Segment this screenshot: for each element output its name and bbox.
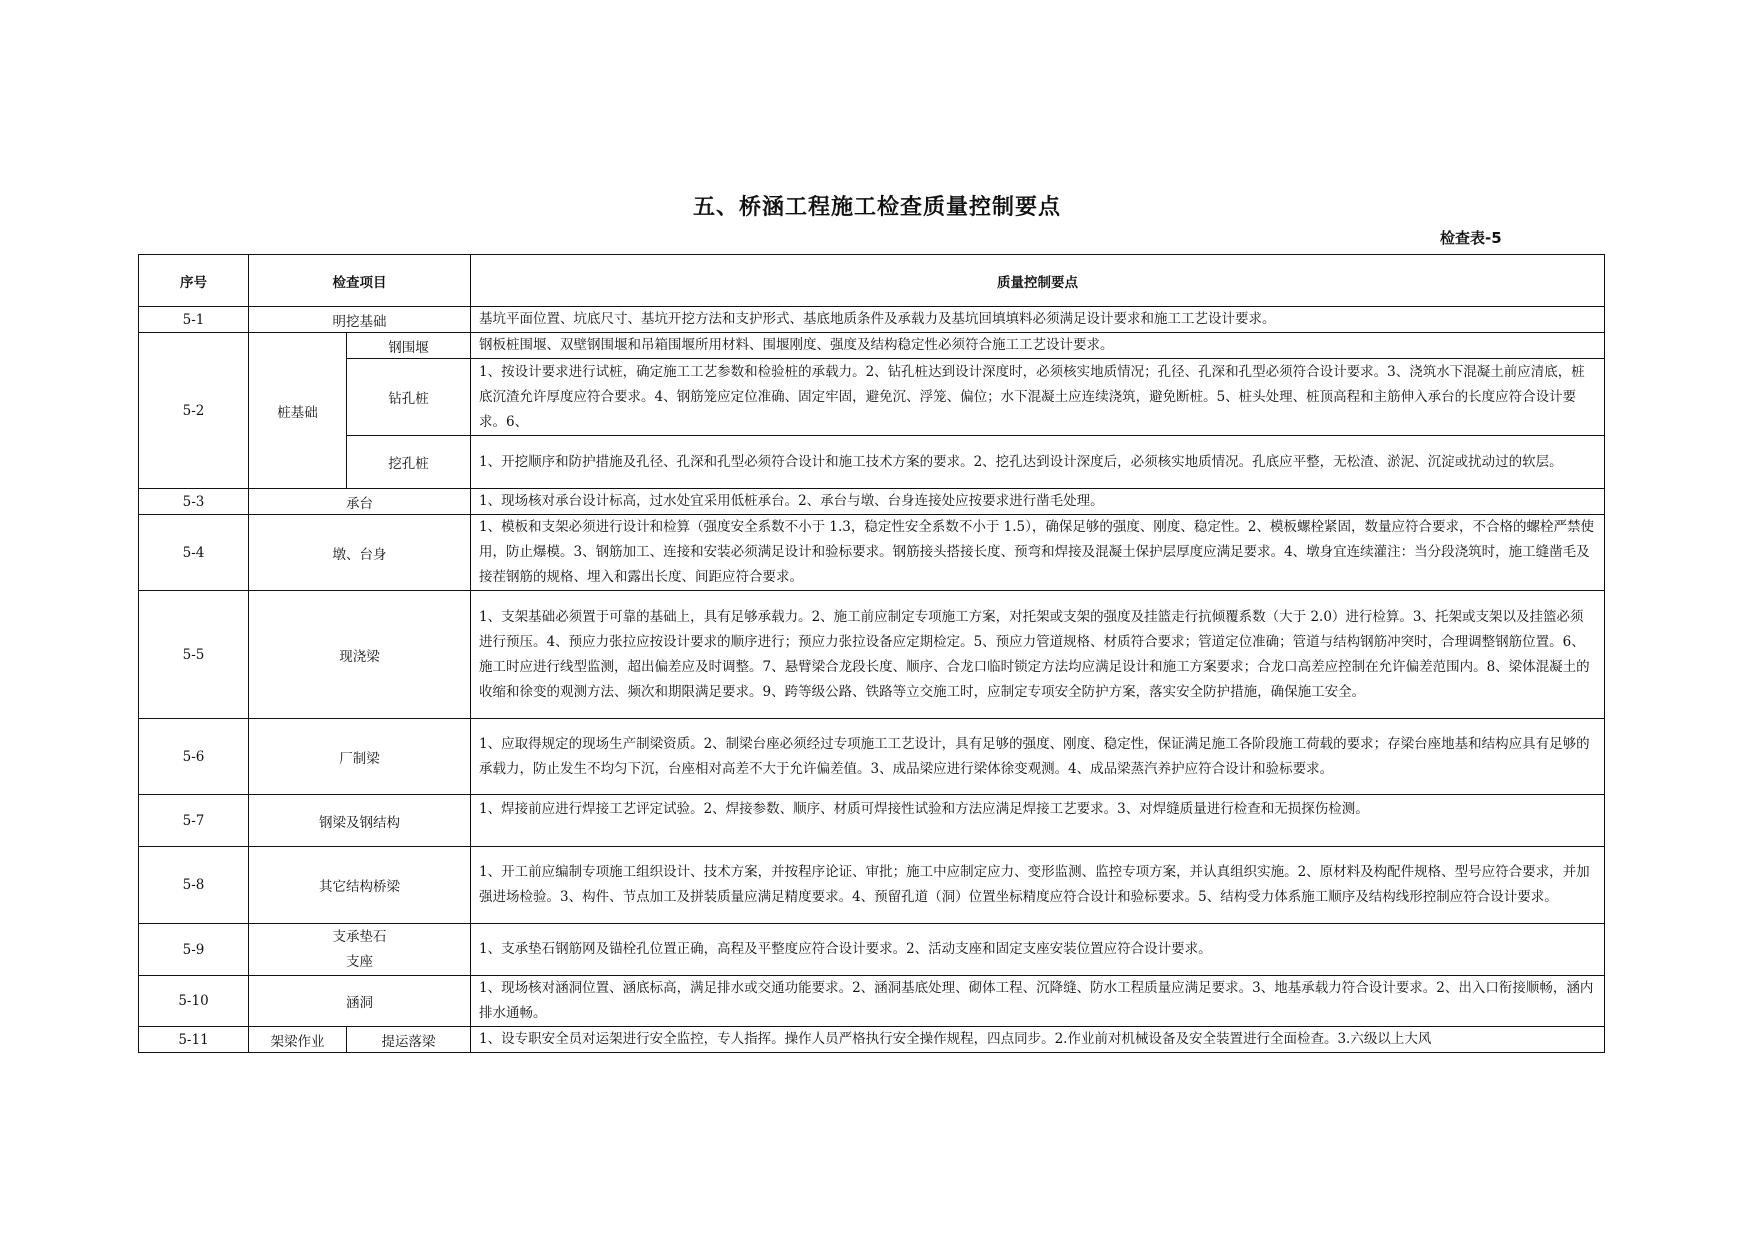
row-item: 现浇梁 bbox=[249, 591, 471, 719]
row-points: 1、开挖顺序和防护措施及孔径、孔深和孔型必须符合设计和施工技术方案的要求。2、挖孔达到设计深度后，必须核实地质情况。孔底应平整，无松渣、淤泥、沉淀或扰动过的软层。 bbox=[471, 436, 1605, 489]
row-seq: 5-6 bbox=[139, 719, 249, 795]
row-item: 桩基础 bbox=[249, 333, 347, 489]
row-points: 1、现场核对涵洞位置、涵底标高，满足排水或交通功能要求。2、涵洞基底处理、砌体工程、沉降缝、防水工程质量应满足要求。3、地基承载力符合设计要求。2、出入口衔接顺畅，涵内排水通畅。 bbox=[471, 976, 1605, 1027]
row-points: 1、设专职安全员对运架进行安全监控，专人指挥。操作人员严格执行安全操作规程，四点同步。2.作业前对机械设备及安全装置进行全面检查。3.六级以上大风 bbox=[471, 1027, 1605, 1053]
header-seq: 序号 bbox=[139, 255, 249, 307]
table-header-row bbox=[139, 255, 1605, 307]
table-row bbox=[139, 591, 1605, 719]
table-row bbox=[139, 436, 1605, 489]
table-row bbox=[139, 924, 1605, 976]
row-points: 钢板桩围堰、双壁钢围堰和吊箱围堰所用材料、围堰刚度、强度及结构稳定性必须符合施工工艺设计要求。 bbox=[471, 333, 1605, 359]
row-points: 1、焊接前应进行焊接工艺评定试验。2、焊接参数、顺序、材质可焊接性试验和方法应满足焊接工艺要求。3、对焊缝质量进行检查和无损探伤检测。 bbox=[471, 795, 1605, 847]
table-number: 检查表-5 bbox=[1440, 229, 1502, 247]
row-seq: 5-3 bbox=[139, 489, 249, 515]
row-seq: 5-2 bbox=[139, 333, 249, 489]
row-points: 1、应取得规定的现场生产制梁资质。2、制梁台座必须经过专项施工工艺设计，具有足够的强度、刚度、稳定性，保证满足施工各阶段施工荷载的要求；存梁台座地基和结构应具有足够的承载力，防止发生不均匀下沉，台座相对高差不大于允许偏差值。3、成品梁应进行梁体徐变观测。4、成品梁蒸汽养护应符合设计和验标要求。 bbox=[471, 719, 1605, 795]
header-points: 质量控制要点 bbox=[471, 255, 1605, 307]
table-row bbox=[139, 333, 1605, 359]
row-seq: 5-1 bbox=[139, 307, 249, 333]
row-seq: 5-7 bbox=[139, 795, 249, 847]
page-title: 五、桥涵工程施工检查质量控制要点 bbox=[692, 195, 1061, 220]
row-seq: 5-8 bbox=[139, 847, 249, 924]
row-subitem: 钢围堰 bbox=[347, 333, 471, 359]
row-item: 承台 bbox=[249, 489, 471, 515]
row-item bbox=[249, 924, 471, 976]
row-points: 基坑平面位置、坑底尺寸、基坑开挖方法和支护形式、基底地质条件及承载力及基坑回填填料必须满足设计要求和施工工艺设计要求。 bbox=[471, 307, 1605, 333]
row-seq: 5-4 bbox=[139, 515, 249, 591]
table-row bbox=[139, 307, 1605, 333]
table-row bbox=[139, 359, 1605, 436]
row-item: 明挖基础 bbox=[249, 307, 471, 333]
row-subitem: 挖孔桩 bbox=[347, 436, 471, 489]
table-row bbox=[139, 976, 1605, 1027]
table-row bbox=[139, 795, 1605, 847]
row-seq: 5-9 bbox=[139, 924, 249, 976]
row-item: 钢梁及钢结构 bbox=[249, 795, 471, 847]
row-points: 1、支承垫石钢筋网及锚栓孔位置正确，高程及平整度应符合设计要求。2、活动支座和固定支座安装位置应符合设计要求。 bbox=[471, 924, 1605, 976]
header-item: 检查项目 bbox=[249, 255, 471, 307]
row-points: 1、开工前应编制专项施工组织设计、技术方案，并按程序论证、审批；施工中应制定应力、变形监测、监控专项方案，并认真组织实施。2、原材料及构配件规格、型号应符合要求，并加强进场检验。3、构件、节点加工及拼装质量应满足精度要求。4、预留孔道（洞）位置坐标精度应符合设计和验标要求。5、结构受力体系施工顺序及结构线形控制应符合设计要求。 bbox=[471, 847, 1605, 924]
row-points: 1、支架基础必须置于可靠的基础上，具有足够承载力。2、施工前应制定专项施工方案，对托架或支架的强度及挂篮走行抗倾覆系数（大于 2.0）进行检算。3、托架或支架以及挂篮必须进行预压。4、预应力张拉应按设计要求的顺序进行；预应力张拉设备应定期检定。5、预应力管道规格、材质符合要求；管道定位准确；管道与结构钢筋冲突时，合理调整钢筋位置。6、施工时应进行线型监测，超出偏差应及时调整。7、悬臂梁合龙段长度、顺序、合龙口临时锁定方法均应满足设计和施工方案要求；合龙口高差应控制在允许偏差范围内。8、梁体混凝土的收缩和徐变的观测方法、频次和期限满足要求。9、跨等级公路、铁路等立交施工时，应制定专项安全防护方案，落实安全防护措施，确保施工安全。 bbox=[471, 591, 1605, 719]
row-seq: 5-10 bbox=[139, 976, 249, 1027]
table-row bbox=[139, 719, 1605, 795]
row-item: 厂制梁 bbox=[249, 719, 471, 795]
row-seq: 5-5 bbox=[139, 591, 249, 719]
row-points: 1、模板和支架必须进行设计和检算（强度安全系数不小于 1.3，稳定性安全系数不小于 1.5），确保足够的强度、刚度、稳定性。2、模板螺栓紧固，数量应符合要求，不合格的螺栓严禁使用，防止爆模。3、钢筋加工、连接和安装必须满足设计和验标要求。钢筋接头搭接长度、预弯和焊接及混凝土保护层厚度应满足要求。4、墩身宜连续灌注：当分段浇筑时，施工缝凿毛及接茬钢筋的规格、埋入和露出长度、间距应符合要求。 bbox=[471, 515, 1605, 591]
row-subitem: 提运落梁 bbox=[347, 1027, 471, 1053]
table-row bbox=[139, 489, 1605, 515]
table-row bbox=[139, 847, 1605, 924]
row-item: 架梁作业 bbox=[249, 1027, 347, 1053]
row-item: 墩、台身 bbox=[249, 515, 471, 591]
row-item: 其它结构桥梁 bbox=[249, 847, 471, 924]
row-item-line: 支座 bbox=[346, 953, 373, 970]
table-row bbox=[139, 1027, 1605, 1053]
row-item: 涵洞 bbox=[249, 976, 471, 1027]
row-points: 1、按设计要求进行试桩，确定施工工艺参数和检验桩的承载力。2、钻孔桩达到设计深度时，必须核实地质情况；孔径、孔深和孔型必须符合设计要求。3、浇筑水下混凝土前应清底，桩底沉渣允许厚度应符合要求。4、钢筋笼应定位准确、固定牢固，避免沉、浮笼、偏位；水下混凝土应连续浇筑，避免断桩。5、桩头处理、桩顶高程和主筋伸入承台的长度应符合设计要求。6、 bbox=[471, 359, 1605, 436]
table-row bbox=[139, 515, 1605, 591]
row-seq: 5-11 bbox=[139, 1027, 249, 1053]
row-points: 1、现场核对承台设计标高，过水处宜采用低桩承台。2、承台与墩、台身连接处应按要求进行凿毛处理。 bbox=[471, 489, 1605, 515]
quality-control-table bbox=[138, 254, 1605, 1053]
row-item-line: 支承垫石 bbox=[332, 928, 387, 945]
row-subitem: 钻孔桩 bbox=[347, 359, 471, 436]
